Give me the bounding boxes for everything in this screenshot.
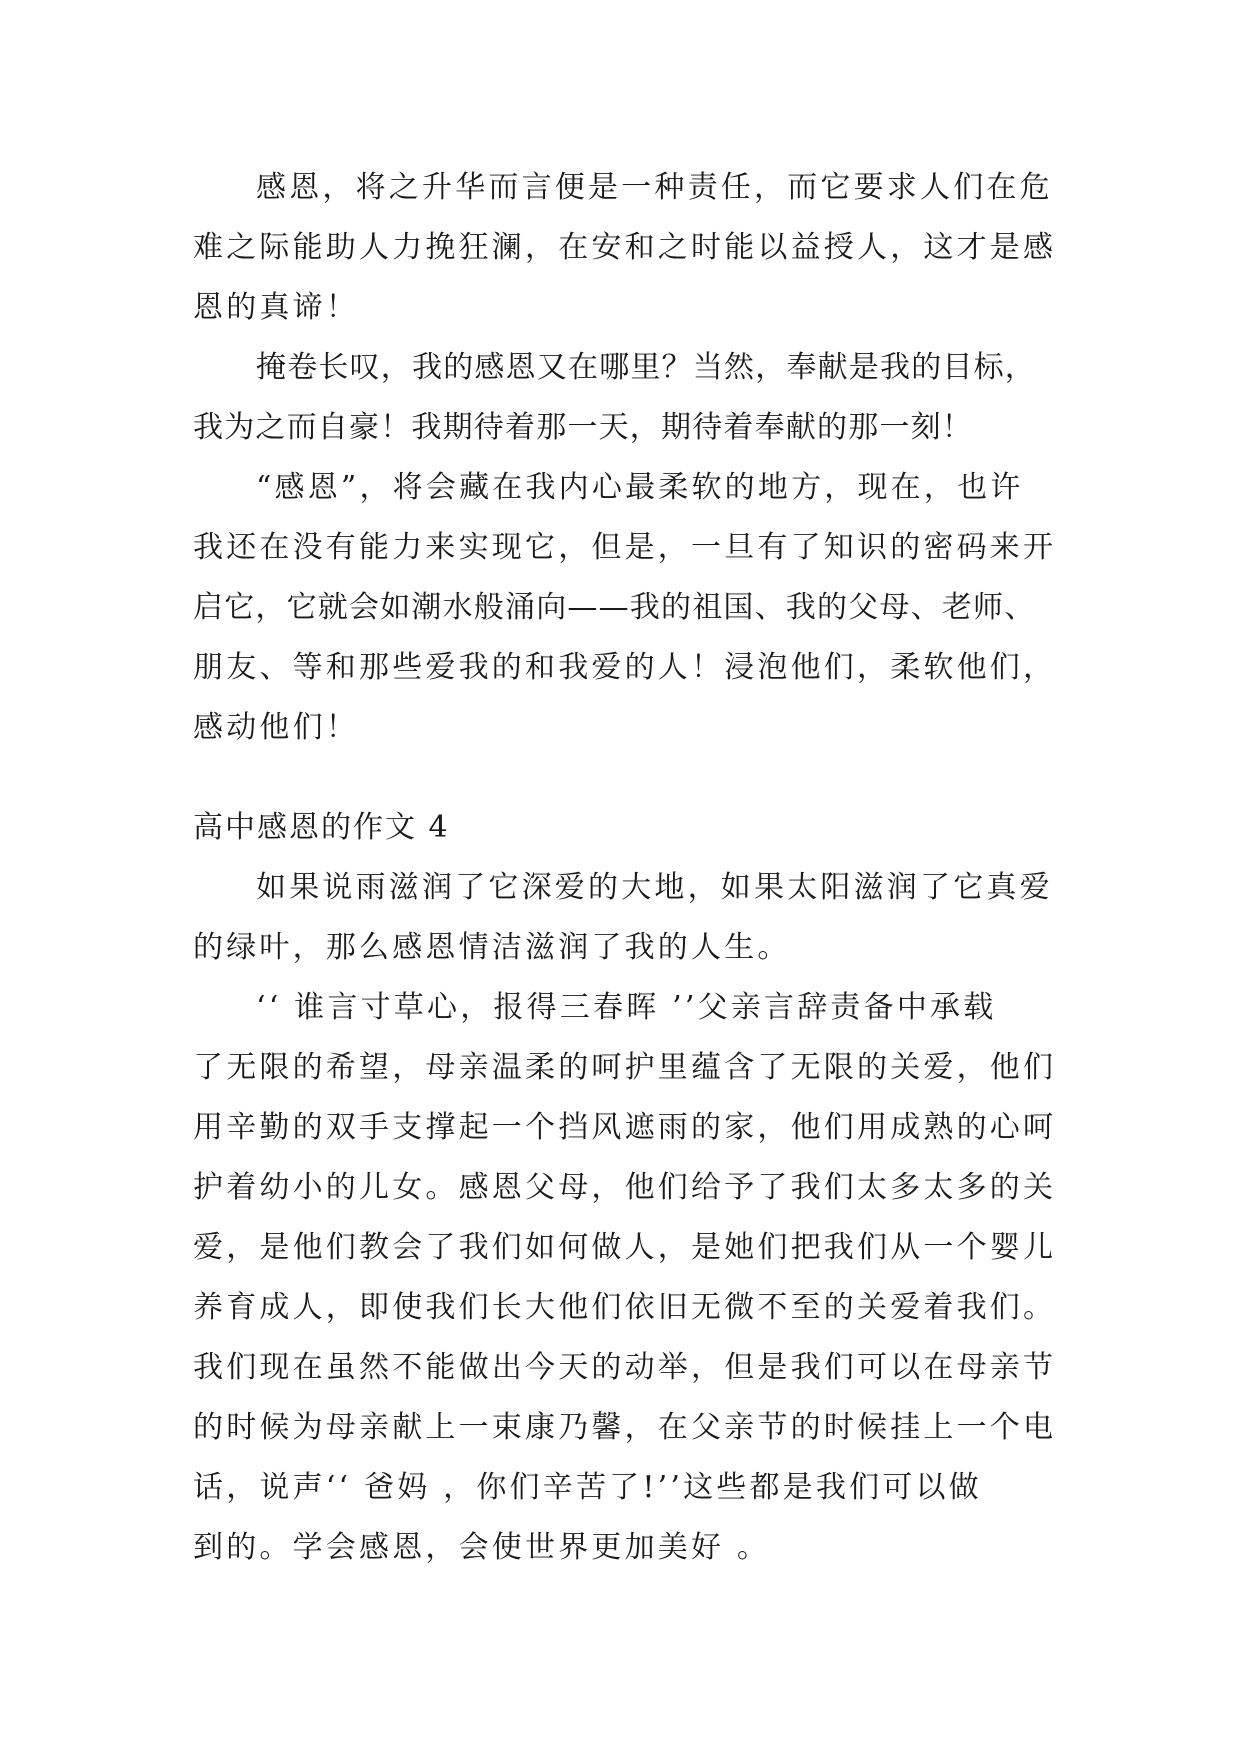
text-line: 养育成人，即使我们长大他们依旧无微不至的关爱着我们。 [193, 1290, 1057, 1325]
text-line: 难之际能助人力挽狂澜，在安和之时能以益授人，这才是感 [193, 230, 1057, 265]
text-line: 恩的真谛！ [193, 290, 359, 325]
text-line: 的时候为母亲献上一束康乃馨，在父亲节的时候挂上一个电 [193, 1410, 1057, 1445]
text-line: 我还在没有能力来实现它，但是，一旦有了知识的密码来开 [193, 530, 1057, 565]
text-line: 启它，它就会如潮水般涌向——我的祖国、我的父母、老师、 [193, 590, 1036, 625]
text-line: ‘‘ 谁言寸草心，报得三春晖 ’’父亲言辞责备中承载 [256, 990, 997, 1025]
text-line: 的绿叶，那么感恩情洁滋润了我的人生。 [193, 930, 791, 965]
text-line: 掩卷长叹，我的感恩又在哪里？当然，奉献是我的目标， [256, 350, 1036, 385]
text-line: 爱，是他们教会了我们如何做人，是她们把我们从一个婴儿 [193, 1230, 1057, 1265]
text-line: 感动他们！ [193, 710, 359, 745]
text-line: 如果说雨滋润了它深爱的大地，如果太阳滋润了它真爱 [256, 870, 1053, 905]
text-line: “感恩”，将会藏在我内心最柔软的地方，现在，也许 [256, 470, 1024, 505]
text-line: 朋友、等和那些爱我的和我爱的人！浸泡他们，柔软他们， [193, 650, 1057, 685]
text-line: 了无限的希望，母亲温柔的呵护里蕴含了无限的关爱，他们 [193, 1050, 1057, 1085]
text-line: 感恩，将之升华而言便是一种责任，而它要求人们在危 [256, 170, 1053, 205]
text-line: 我们现在虽然不能做出今天的动举，但是我们可以在母亲节 [193, 1350, 1057, 1385]
text-line: 护着幼小的儿女。感恩父母，他们给予了我们太多太多的关 [193, 1170, 1057, 1205]
section-heading: 高中感恩的作文 4 [193, 810, 450, 845]
text-line: 到的。学会感恩，会使世界更加美好 。 [193, 1530, 771, 1565]
text-line: 用辛勤的双手支撑起一个挡风遮雨的家，他们用成熟的心呵 [193, 1110, 1057, 1145]
text-line: 话，说声‘‘ 爸妈 ，你们辛苦了!’’这些都是我们可以做 [193, 1470, 982, 1505]
text-line: 我为之而自豪！我期待着那一天，期待着奉献的那一刻！ [193, 410, 973, 445]
